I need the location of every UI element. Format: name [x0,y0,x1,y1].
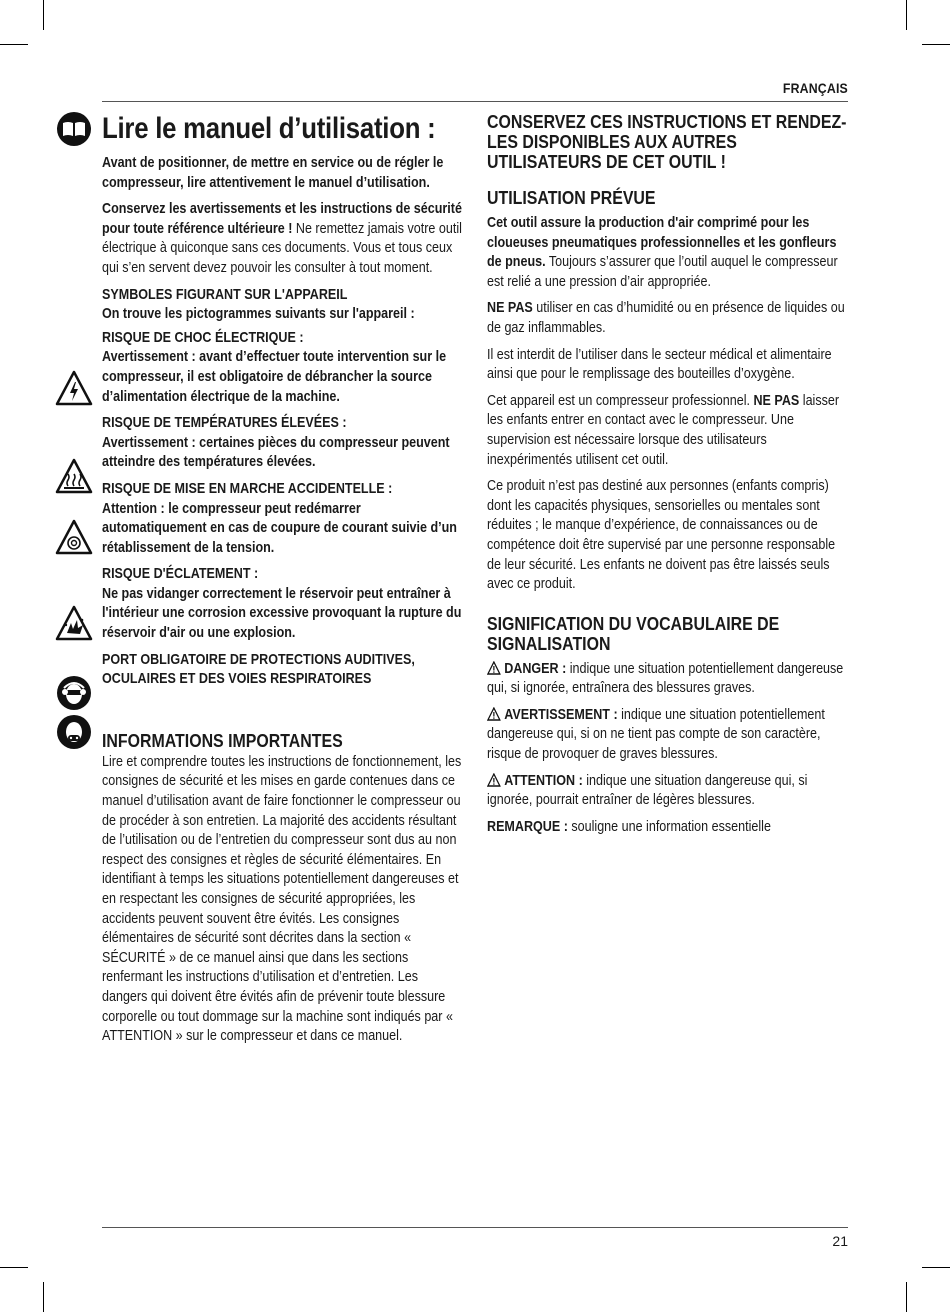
automatic-start-warning-icon [55,519,93,555]
ne-pas-1: NE PAS [487,300,533,317]
info-text: Lire et comprendre toutes les instructions de fonctionnement, les consignes de sécurité et les mises en garde contenues dans ce manuel d’utilisation avant de faire fonctionner le compresseur ou de procéder à son entretien. La majorité des accidents résultant de l’utilisation ou de l’entretien du compresseur sont dus au non respect des consignes et règles de sécurité élémentaires. En identifiant à temps les situations potentiellement dangereuses et en respectant les consignes de sécurité appropriées, les accidents peuvent souvent être évités. Les consignes élémentaires de sécurité sont décrites dans la section « SÉCURITÉ » de ce manuel ainsi que dans les sections renfermant les instructions d’utilisation et d’entretien. Les dangers qui doivent être évités afin de prévenir toute blessure corporelle ou tout dommage sur la machine sont indiqués par « ATTENTION » sur le compresseur et dans ce manuel. [102,753,462,1045]
keep-bold: Conservez les avertissements et les instructions de sécurité pour toute référence ultérieure ! [102,201,462,237]
warning-triangle-icon [487,661,501,675]
keep-title: CONSERVEZ CES INSTRUCTIONS ET RENDEZ-LES DISPONIBLES AUX AUTRES UTILISATEURS DE CET OUTIL ! [487,111,847,172]
crop-mark [906,1282,907,1312]
warning-triangle-icon [487,707,501,721]
protection-text: PORT OBLIGATOIRE DE PROTECTIONS AUDITIVES, OCULAIRES ET DES VOIES RESPIRATOIRES [102,651,415,688]
manual-book-icon [57,112,91,146]
risk-burst-title: RISQUE D'ÉCLATEMENT : [102,566,259,583]
remarque-text: souligne une information essentielle [567,818,771,835]
risk-electric [102,329,463,407]
keep-instructions-paragraph [102,200,463,278]
risk-burst-text: Ne pas vidanger correctement le réservoir peut entraîner à l'intérieur une corrosion excessive provoquant la rupture du réservoir d'air ou une explosion. [102,585,462,642]
avert-paragraph [487,706,848,765]
danger-text: indique une situation potentiellement dangereuse qui, si ignorée, entraînera des blessures graves. [487,660,844,697]
symbols-subtitle: On trouve les pictogrammes suivants sur l'appareil : [102,306,415,323]
persons-paragraph: Ce produit n’est pas destiné aux personnes (enfants compris) dont les capacités physiques, sensorielles ou mentales sont réduites ; le manque d’expérience, de connaissances ou de compétence doit être supervisé par une personne responsable de leur sécurité. Les enfants ne doivent pas être laissés seuls avec ce produit. [487,478,836,593]
remarque-label: REMARQUE : [487,818,568,835]
use-bold: Cet outil assure la production d'air comprimé pour les cloueuses pneumatiques professionnelles et les gonfleurs de pneus. [487,215,837,271]
risk-burst [102,565,463,643]
risk-heat-text: Avertissement : certaines pièces du compresseur peuvent atteindre des températures élevées. [102,434,450,471]
info-title: INFORMATIONS IMPORTANTES [102,729,343,751]
crop-mark [0,44,28,45]
use-rest: Toujours s’assurer que l’outil auquel le compresseur est relié a une pression d’air appropriée. [487,254,838,290]
left-column [102,112,464,1054]
risk-start [102,480,463,558]
attention-paragraph [487,772,848,811]
language-header: FRANÇAIS [782,80,848,96]
medical-paragraph: Il est interdit de l’utiliser dans le secteur médical et alimentaire ainsi que pour le remplissage des bouteilles d’oxygène. [487,346,832,383]
humidity-paragraph [487,299,848,338]
attention-text: indique une situation dangereuse qui, si ignorée, pourrait entraîner de légères blessures. [487,772,808,809]
remarque-paragraph [487,818,848,838]
pro-rest: laisser les enfants entrer en contact avec le compresseur. Une supervision est nécessaire lorsque des utilisateurs inexpérimentés utilisent cet outil. [487,392,840,468]
use-title: UTILISATION PRÉVUE [487,187,656,208]
risk-start-text: Attention : le compresseur peut redémarrer automatiquement en cas de coupure de courant suivie d’un rétablissement de la tension. [102,500,457,556]
danger-label: DANGER : [504,660,567,677]
header-rule [102,101,848,102]
avert-text: indique une situation potentiellement dangereuse qui, si on ne tient pas compte de son caractère, risque de provoquer de graves blessures. [487,706,825,763]
vocab-title: SIGNIFICATION DU VOCABULAIRE DE SIGNALISATION [487,612,780,654]
risk-electric-text: Avertissement : avant d’effectuer toute intervention sur le compresseur, il est obligatoire de débrancher la source d’alimentation électrique de la machine. [102,349,447,405]
symbols-block [102,286,463,325]
right-column [487,112,849,844]
risk-electric-title: RISQUE DE CHOC ÉLECTRIQUE : [102,329,304,346]
avert-label: AVERTISSEMENT : [504,706,618,723]
page-title: Lire le manuel d’utilisation : [102,112,436,145]
ear-eye-protection-icon [57,676,91,710]
risk-start-title: RISQUE DE MISE EN MARCHE ACCIDENTELLE : [102,480,393,497]
risk-heat [102,414,463,473]
keep-rest: Ne remettez jamais votre outil électrique à quiconque sans ces documents. Vous et tous ceux qui s’en servent devez pouvoir les consulter à tout moment. [102,220,462,276]
crop-mark [922,44,950,45]
crop-mark [922,1267,950,1268]
use-paragraph [487,214,848,292]
pro-paragraph [487,392,848,470]
ne-pas-2: NE PAS [753,392,800,409]
crop-mark [906,0,907,30]
page-number: 21 [832,1233,848,1249]
humidity-text: utiliser en cas d’humidité ou en présence de liquides ou de gaz inflammables. [487,300,845,336]
danger-paragraph [487,660,848,699]
attention-label: ATTENTION : [504,772,583,789]
hot-surface-warning-icon [55,458,93,494]
respiratory-protection-icon [57,715,91,749]
crop-mark [43,1282,44,1312]
risk-heat-title: RISQUE DE TEMPÉRATURES ÉLEVÉES : [102,415,347,432]
symbols-title: SYMBOLES FIGURANT SUR L'APPAREIL [102,286,348,303]
crop-mark [0,1267,28,1268]
crop-mark [43,0,44,30]
pro-start: Cet appareil est un compresseur professionnel. [487,392,754,409]
electric-shock-warning-icon [55,370,93,406]
footer-rule [102,1227,848,1228]
intro-text: Avant de positionner, de mettre en service ou de régler le compresseur, lire attentivement le manuel d’utilisation. [102,155,444,191]
burst-explosion-warning-icon [55,605,93,641]
warning-triangle-icon [487,773,501,787]
